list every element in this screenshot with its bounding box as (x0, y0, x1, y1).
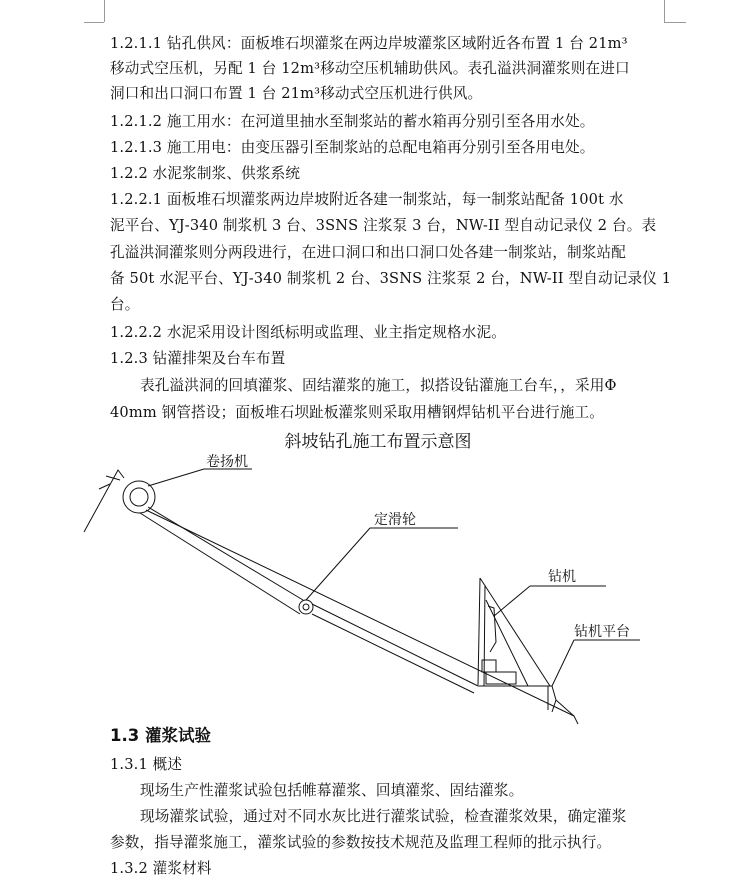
paragraph-line: 洞口和出口洞口布置 1 台 21m³移动式空压机进行供风。 (110, 85, 483, 102)
diagram-title: 斜坡钻孔施工布置示意图 (284, 432, 472, 452)
paragraph-line: 1.2.1.2 施工用水：在河道里抽水至制浆站的蓄水箱再分别引至各用水处。 (110, 113, 595, 130)
drill-platform (478, 686, 556, 712)
label-pulley: 定滑轮 (374, 512, 416, 528)
fixed-pulley-core (303, 604, 309, 610)
section-line: 现场生产性灌浆试验包括帷幕灌浆、回填灌浆、固结灌浆。 (140, 782, 524, 799)
paragraph-line: 孔溢洪洞灌浆则分两段进行，在进口洞口和出口洞口处各建一制浆站，制浆站配 (110, 244, 627, 261)
paragraph-line: 1.2.2.2 水泥采用设计图纸标明或监理、业主指定规格水泥。 (110, 324, 507, 341)
drill-mast (478, 578, 480, 685)
section-line: 现场灌浆试验，通过对不同水灰比进行灌浆试验，检查灌浆效果，确定灌浆 (140, 808, 627, 825)
paragraph-line: 1.2.3 钻灌排架及台车布置 (110, 350, 286, 367)
label-platform: 钻机平台 (574, 624, 630, 640)
drill-brace (480, 578, 550, 686)
paragraph-line: 移动式空压机，另配 1 台 12m³移动空压机辅助供风。表孔溢洪洞灌浆则在进口 (110, 60, 630, 77)
paragraph-line: 1.2.2 水泥浆制浆、供浆系统 (110, 165, 301, 182)
drill-base (486, 672, 516, 684)
leader-platform (552, 640, 574, 686)
leader-drill (494, 586, 530, 616)
leader-winch (148, 469, 204, 486)
section-heading: 1.3 灌浆试验 (110, 726, 211, 745)
paragraph-line: 1.2.1.3 施工用电：由变压器引至制浆站的总配电箱再分别引至各用电处。 (110, 139, 595, 156)
label-drill: 钻机 (548, 569, 576, 585)
cart-rail (312, 614, 474, 693)
drill-mast (484, 585, 485, 686)
paragraph-line: 40mm 钢管搭设；面板堆石坝趾板灌浆则采取用槽钢焊钻机平台进行施工。 (110, 404, 604, 421)
winch-rope (140, 513, 300, 614)
paragraph-line: 备 50t 水泥平台、YJ-340 制浆机 2 台、3SNS 注浆泵 2 台，NW-II 型自动记录仪 1 (110, 270, 672, 287)
platform-support (556, 700, 578, 724)
section-line: 1.3.2 灌浆材料 (110, 860, 212, 877)
paragraph-line: 1.2.2.1 面板堆石坝灌浆两边岸坡附近各建一制浆站，每一制浆站配备 100t 水 (110, 191, 624, 208)
cart-rail (312, 604, 478, 686)
section-line: 参数，指导灌浆施工，灌浆试验的参数按技术规范及监理工程师的批示执行。 (110, 834, 612, 851)
leader-pulley (306, 528, 370, 600)
winch-drum-inner (130, 488, 148, 506)
paragraph-line: 台。 (110, 296, 140, 313)
winch-rope (148, 507, 303, 600)
fixed-pulley (299, 600, 313, 614)
section-line: 1.3.1 概述 (110, 756, 183, 773)
label-winch: 卷扬机 (206, 454, 248, 470)
paragraph-line: 泥平台、YJ-340 制浆机 3 台、3SNS 注浆泵 3 台，NW-II 型自动记录仪 2 台。表 (110, 217, 657, 234)
paragraph-line: 1.2.1.1 钻孔供风：面板堆石坝灌浆在两边岸坡灌浆区域附近各布置 1 台 21m³ (110, 35, 628, 52)
slope-surface (146, 510, 574, 716)
paragraph-line: 表孔溢洪洞的回填灌浆、固结灌浆的施工，拟搭设钻灌施工台车，，采用Φ (140, 377, 617, 394)
